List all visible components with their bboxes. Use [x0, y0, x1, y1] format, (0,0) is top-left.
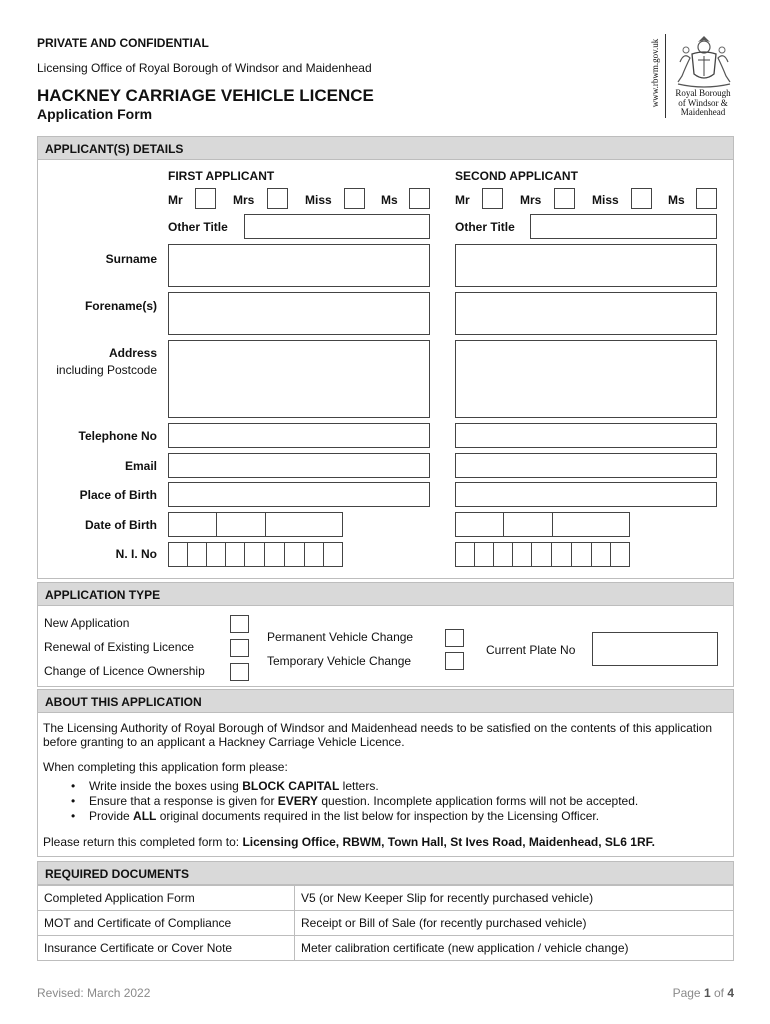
title-mr-label-1: Mr — [168, 193, 183, 207]
instruction-item-3: • Provide ALL original documents required in the list below for inspection by the Licensing Officer. — [43, 809, 733, 824]
place-of-birth-input-1[interactable] — [168, 482, 430, 507]
required-documents-section-header: REQUIRED DOCUMENTS — [37, 861, 734, 885]
title-miss-checkbox-2[interactable] — [631, 188, 652, 209]
ni-no-label: N. I. No — [115, 547, 157, 561]
email-input-1[interactable] — [168, 453, 430, 478]
ni-char-input-1-1[interactable] — [168, 542, 188, 567]
forenames-input-1[interactable] — [168, 292, 430, 335]
page-number: Page 1 of 4 — [672, 986, 734, 1000]
ni-char-input-2-7[interactable] — [571, 542, 592, 567]
logo-divider — [665, 34, 666, 118]
other-title-input-1[interactable] — [244, 214, 430, 239]
first-applicant-heading: FIRST APPLICANT — [168, 169, 275, 183]
council-logo — [648, 30, 738, 122]
ni-char-input-1-7[interactable] — [284, 542, 305, 567]
ni-char-input-1-8[interactable] — [304, 542, 324, 567]
applicants-section-header: APPLICANT(S) DETAILS — [37, 136, 734, 160]
other-title-input-2[interactable] — [530, 214, 717, 239]
table-cell: Completed Application Form — [38, 886, 295, 911]
ni-char-input-1-2[interactable] — [187, 542, 207, 567]
surname-input-1[interactable] — [168, 244, 430, 287]
ni-char-input-2-4[interactable] — [512, 542, 532, 567]
permanent-change-label: Permanent Vehicle Change — [267, 630, 414, 644]
title-miss-label-2: Miss — [592, 193, 619, 207]
temporary-change-label: Temporary Vehicle Change — [267, 654, 412, 668]
about-instruction-list — [43, 779, 733, 824]
confidential-label: PRIVATE AND CONFIDENTIAL — [37, 36, 209, 50]
email-input-2[interactable] — [455, 453, 717, 478]
table-cell: Insurance Certificate or Cover Note — [38, 936, 295, 961]
title-ms-label-1: Ms — [381, 193, 398, 207]
title-mr-checkbox-1[interactable] — [195, 188, 216, 209]
date-of-birth-label: Date of Birth — [85, 518, 157, 532]
ni-char-input-2-6[interactable] — [551, 542, 572, 567]
about-intro-text: The Licensing Authority of Royal Borough of Windsor and Maidenhead needs to be satisfied on the contents of this application before granting to an applicant a Hackney Carriage Vehicle Licence. — [43, 721, 713, 749]
logo-url-text: www.rbwm.gov.uk — [650, 38, 660, 108]
forenames-input-2[interactable] — [455, 292, 717, 335]
ni-char-input-1-5[interactable] — [244, 542, 265, 567]
surname-label: Surname — [105, 252, 157, 266]
ni-char-input-2-1[interactable] — [455, 542, 475, 567]
dob-day-input-2[interactable] — [455, 512, 504, 537]
title-mrs-checkbox-1[interactable] — [267, 188, 288, 209]
ni-char-input-2-9[interactable] — [610, 542, 630, 567]
change-ownership-checkbox[interactable] — [230, 663, 249, 681]
telephone-input-2[interactable] — [455, 423, 717, 448]
table-cell: Receipt or Bill of Sale (for recently purchased vehicle) — [295, 911, 734, 936]
telephone-label: Telephone No — [78, 429, 157, 443]
dob-year-input-1[interactable] — [265, 512, 343, 537]
title-mrs-label-2: Mrs — [520, 193, 542, 207]
new-application-checkbox[interactable] — [230, 615, 249, 633]
title-miss-label-1: Miss — [305, 193, 332, 207]
table-cell: MOT and Certificate of Compliance — [38, 911, 295, 936]
logo-name-line-2: of Windsor & — [678, 97, 728, 108]
forenames-label: Forename(s) — [84, 299, 157, 313]
place-of-birth-input-2[interactable] — [455, 482, 717, 507]
table-cell: V5 (or New Keeper Slip for recently purchased vehicle) — [295, 886, 734, 911]
required-documents-table — [37, 885, 734, 961]
logo-name-line-1: Royal Borough — [675, 88, 731, 98]
revised-date: Revised: March 2022 — [37, 986, 151, 1000]
title-mrs-label-1: Mrs — [233, 193, 255, 207]
instruction-item-1: • Write inside the boxes using BLOCK CAPITAL letters. — [43, 779, 733, 794]
address-input-1[interactable] — [168, 340, 430, 418]
instruction-item-2: • Ensure that a response is given for EVERY question. Incomplete application forms will not be accepted. — [43, 794, 733, 809]
email-label: Email — [124, 459, 157, 473]
ni-char-input-1-9[interactable] — [323, 542, 343, 567]
permanent-change-checkbox[interactable] — [445, 629, 464, 647]
title-ms-checkbox-2[interactable] — [696, 188, 717, 209]
address-input-2[interactable] — [455, 340, 717, 418]
table-row — [38, 936, 734, 961]
current-plate-label: Current Plate No — [486, 643, 576, 657]
title-ms-checkbox-1[interactable] — [409, 188, 430, 209]
current-plate-input[interactable] — [592, 632, 718, 666]
ni-char-input-2-8[interactable] — [591, 542, 611, 567]
renewal-checkbox[interactable] — [230, 639, 249, 657]
table-row — [38, 911, 734, 936]
crest-icon — [672, 32, 736, 90]
dob-month-input-1[interactable] — [216, 512, 266, 537]
ni-char-input-2-2[interactable] — [474, 542, 494, 567]
table-row — [38, 886, 734, 911]
address-note-label: including Postcode — [56, 363, 157, 377]
table-cell: Meter calibration certificate (new application / vehicle change) — [295, 936, 734, 961]
dob-month-input-2[interactable] — [503, 512, 553, 537]
ni-char-input-1-3[interactable] — [206, 542, 226, 567]
title-miss-checkbox-1[interactable] — [344, 188, 365, 209]
address-label: Address — [108, 346, 157, 360]
about-when-text: When completing this application form please: — [43, 760, 288, 774]
ni-char-input-1-4[interactable] — [225, 542, 245, 567]
title-mrs-checkbox-2[interactable] — [554, 188, 575, 209]
title-mr-checkbox-2[interactable] — [482, 188, 503, 209]
temporary-change-checkbox[interactable] — [445, 652, 464, 670]
new-application-label: New Application — [44, 616, 130, 630]
second-applicant-heading: SECOND APPLICANT — [455, 169, 578, 183]
title-mr-label-2: Mr — [455, 193, 470, 207]
dob-day-input-1[interactable] — [168, 512, 217, 537]
ni-char-input-1-6[interactable] — [264, 542, 285, 567]
application-type-section-header: APPLICATION TYPE — [37, 582, 734, 606]
dob-year-input-2[interactable] — [552, 512, 630, 537]
other-title-label-2: Other Title — [455, 220, 515, 234]
return-address-text: Please return this completed form to: Licensing Office, RBWM, Town Hall, St Ives Road, Maidenhead, SL6 1RF. — [43, 835, 655, 849]
renewal-label: Renewal of Existing Licence — [44, 640, 195, 654]
place-of-birth-label: Place of Birth — [79, 488, 157, 502]
logo-name-line-3: Maidenhead — [680, 107, 726, 117]
ni-char-input-2-3[interactable] — [493, 542, 513, 567]
title-ms-label-2: Ms — [668, 193, 685, 207]
page-subtitle: Application Form — [37, 106, 153, 122]
surname-input-2[interactable] — [455, 244, 717, 287]
page-title: HACKNEY CARRIAGE VEHICLE LICENCE — [37, 86, 374, 105]
change-ownership-label: Change of Licence Ownership — [44, 664, 205, 678]
ni-char-input-2-5[interactable] — [531, 542, 552, 567]
telephone-input-1[interactable] — [168, 423, 430, 448]
other-title-label-1: Other Title — [168, 220, 228, 234]
about-section-header: ABOUT THIS APPLICATION — [37, 689, 734, 713]
office-label: Licensing Office of Royal Borough of Windsor and Maidenhead — [37, 61, 372, 75]
